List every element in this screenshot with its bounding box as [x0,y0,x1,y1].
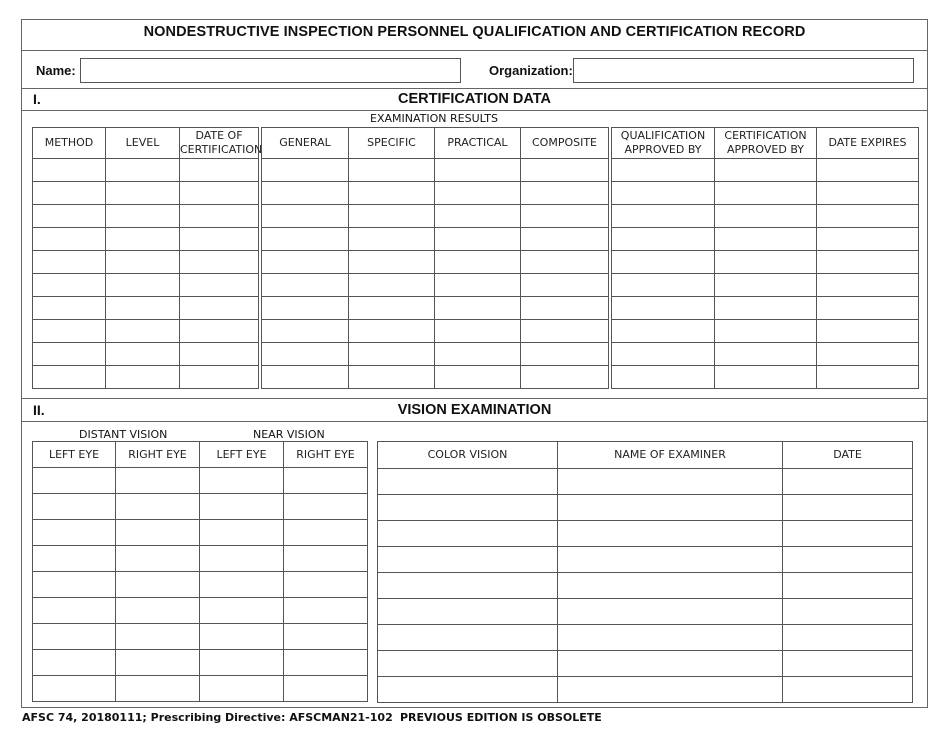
color-vision-cell[interactable] [378,651,558,677]
vision-eye-cell[interactable] [200,624,284,650]
examination-results-cell[interactable] [435,182,521,205]
vision-eye-row [33,520,368,546]
color-vision-cell[interactable] [558,651,783,677]
certification-right-cell[interactable] [715,228,817,251]
certification-left-cell[interactable] [180,228,259,251]
color-vision-cell[interactable] [558,521,783,547]
certification-right-cell[interactable] [715,251,817,274]
certification-right-cell[interactable] [715,320,817,343]
certification-right-cell[interactable] [817,343,919,366]
examination-results-cell[interactable] [435,228,521,251]
distant-vision-label: DISTANT VISION [79,428,168,441]
examination-results-row [262,274,609,297]
examination-results-cell[interactable] [262,182,349,205]
vision-eye-cell[interactable] [200,520,284,546]
header-distant-right-eye: RIGHT EYE [116,442,200,468]
certification-right-cell[interactable] [612,251,715,274]
certification-left-cell[interactable] [106,159,180,182]
certification-right-cell[interactable] [612,366,715,389]
examination-results-cell[interactable] [521,366,609,389]
color-vision-cell[interactable] [783,625,913,651]
certification-right-cell[interactable] [612,274,715,297]
section-1-title: CERTIFICATION DATA [397,91,552,107]
certification-right-row [612,228,919,251]
header-qualification-approved-by: QUALIFICATION APPROVED BY [612,128,715,159]
certification-right-cell[interactable] [715,159,817,182]
certification-right-cell[interactable] [715,343,817,366]
certification-left-row [33,297,259,320]
color-vision-cell[interactable] [783,521,913,547]
header-level: LEVEL [106,128,180,159]
examination-results-cell[interactable] [521,205,609,228]
divider [21,398,928,399]
color-vision-cell[interactable] [558,677,783,703]
certification-left-cell[interactable] [106,205,180,228]
certification-right-cell[interactable] [817,366,919,389]
certification-left-cell[interactable] [180,159,259,182]
header-specific: SPECIFIC [349,128,435,159]
vision-eye-cell[interactable] [284,676,368,702]
vision-eye-cell[interactable] [33,546,116,572]
vision-eye-cell[interactable] [284,624,368,650]
form-identifier: AFSC 74, 20180111; Prescribing Directive: AFSCMAN21-102 [22,711,393,724]
examination-results-label: EXAMINATION RESULTS [370,112,498,125]
certification-left-cell[interactable] [180,366,259,389]
examination-results-cell[interactable] [349,182,435,205]
vision-eye-cell[interactable] [33,598,116,624]
certification-right-row [612,205,919,228]
certification-right-row [612,274,919,297]
certification-left-row [33,343,259,366]
certification-left-cell[interactable] [180,297,259,320]
examination-results-cell[interactable] [349,274,435,297]
header-composite: COMPOSITE [521,128,609,159]
near-vision-label: NEAR VISION [253,428,325,441]
certification-left-cell[interactable] [180,274,259,297]
examination-results-cell[interactable] [262,320,349,343]
vision-eye-cell[interactable] [116,546,200,572]
certification-right-cell[interactable] [817,159,919,182]
name-label: Name: [36,63,76,78]
vision-eye-cell[interactable] [284,546,368,572]
vision-eye-cell[interactable] [284,598,368,624]
examination-results-row [262,343,609,366]
obsolete-notice: PREVIOUS EDITION IS OBSOLETE [400,711,602,724]
examination-results-cell[interactable] [521,274,609,297]
color-vision-row [378,651,913,677]
vision-eye-cell[interactable] [33,650,116,676]
examination-results-cell[interactable] [262,274,349,297]
certification-right-cell[interactable] [612,320,715,343]
vision-eye-row [33,624,368,650]
vision-eye-cell[interactable] [116,520,200,546]
section-1-number: I. [33,91,41,107]
color-vision-cell[interactable] [558,469,783,495]
header-general: GENERAL [262,128,349,159]
certification-right-cell[interactable] [612,205,715,228]
certification-left-cell[interactable] [33,182,106,205]
certification-left-cell[interactable] [106,366,180,389]
certification-left-cell[interactable] [33,297,106,320]
vision-eye-cell[interactable] [284,650,368,676]
header-distant-left-eye: LEFT EYE [33,442,116,468]
vision-eye-cell[interactable] [284,572,368,598]
color-vision-cell[interactable] [378,495,558,521]
header-near-left-eye: LEFT EYE [200,442,284,468]
vision-eye-cell[interactable] [33,494,116,520]
vision-eye-cell[interactable] [200,650,284,676]
examination-results-row [262,205,609,228]
certification-right-row [612,251,919,274]
color-vision-row [378,521,913,547]
certification-right-cell[interactable] [715,366,817,389]
examination-results-cell[interactable] [521,251,609,274]
examination-results-cell[interactable] [262,159,349,182]
vision-eye-row [33,650,368,676]
header-near-right-eye: RIGHT EYE [284,442,368,468]
certification-left-cell[interactable] [180,320,259,343]
color-vision-row [378,547,913,573]
vision-eye-cell[interactable] [116,468,200,494]
certification-left-cell[interactable] [106,320,180,343]
certification-right-row [612,343,919,366]
examination-results-cell[interactable] [435,297,521,320]
examination-results-cell[interactable] [349,228,435,251]
certification-left-cell[interactable] [106,343,180,366]
certification-left-cell[interactable] [106,251,180,274]
certification-left-cell[interactable] [106,297,180,320]
header-name-of-examiner: NAME OF EXAMINER [558,442,783,469]
certification-right-cell[interactable] [817,182,919,205]
certification-right-cell[interactable] [715,297,817,320]
examination-results-cell[interactable] [435,251,521,274]
vision-eye-cell[interactable] [200,468,284,494]
vision-eye-cell[interactable] [284,494,368,520]
examination-results-cell[interactable] [349,343,435,366]
header-practical: PRACTICAL [435,128,521,159]
certification-left-cell[interactable] [33,228,106,251]
certification-right-cell[interactable] [715,274,817,297]
vision-eye-cell[interactable] [116,676,200,702]
color-vision-cell[interactable] [783,495,913,521]
certification-left-row [33,366,259,389]
vision-eye-row [33,598,368,624]
divider [21,88,928,89]
vision-eye-cell[interactable] [116,572,200,598]
examination-results-cell[interactable] [262,205,349,228]
vision-eye-row [33,572,368,598]
examination-results-cell[interactable] [521,159,609,182]
vision-eye-cell[interactable] [33,572,116,598]
examination-results-cell[interactable] [262,343,349,366]
divider [21,110,928,111]
header-date: DATE [783,442,913,469]
certification-left-row [33,205,259,228]
certification-right-cell[interactable] [612,343,715,366]
examination-results-table [261,127,609,389]
certification-left-cell[interactable] [33,159,106,182]
certification-left-cell[interactable] [33,274,106,297]
header-date-of-certification: DATE OF CERTIFICATION [180,128,259,159]
certification-right-cell[interactable] [612,297,715,320]
vision-eye-cell[interactable] [116,598,200,624]
certification-right-cell[interactable] [612,182,715,205]
certification-left-row [33,320,259,343]
certification-left-row [33,182,259,205]
certification-left-cell[interactable] [33,205,106,228]
vision-eye-cell[interactable] [116,650,200,676]
examination-results-row [262,182,609,205]
examination-results-cell[interactable] [349,205,435,228]
divider [21,421,928,422]
certification-left-cell[interactable] [180,343,259,366]
examination-results-cell[interactable] [521,228,609,251]
color-vision-cell[interactable] [783,599,913,625]
form-title: NONDESTRUCTIVE INSPECTION PERSONNEL QUALIFICATION AND CERTIFICATION RECORD [143,24,806,40]
certification-left-cell[interactable] [106,274,180,297]
examination-results-row [262,159,609,182]
color-vision-cell[interactable] [558,599,783,625]
examination-results-cell[interactable] [435,343,521,366]
vision-eye-cell[interactable] [200,546,284,572]
certification-table-right [611,127,919,389]
certification-left-cell[interactable] [180,205,259,228]
examination-results-cell[interactable] [435,366,521,389]
examination-results-cell[interactable] [521,297,609,320]
examination-results-row [262,320,609,343]
certification-left-cell[interactable] [33,320,106,343]
examination-results-row [262,228,609,251]
color-vision-cell[interactable] [783,573,913,599]
header-method: METHOD [33,128,106,159]
examination-results-cell[interactable] [521,320,609,343]
examination-results-cell[interactable] [349,320,435,343]
examination-results-cell[interactable] [349,159,435,182]
examination-results-cell[interactable] [435,159,521,182]
certification-right-cell[interactable] [612,159,715,182]
examination-results-row [262,251,609,274]
vision-eye-row [33,494,368,520]
examination-results-cell[interactable] [349,366,435,389]
color-vision-cell[interactable] [783,651,913,677]
certification-right-row [612,366,919,389]
header-date-expires: DATE EXPIRES [817,128,919,159]
examination-results-row [262,297,609,320]
vision-eye-table [32,441,368,702]
vision-eye-cell[interactable] [200,598,284,624]
section-2-title: VISION EXAMINATION [397,402,552,418]
certification-left-row [33,251,259,274]
color-vision-cell[interactable] [378,599,558,625]
color-vision-table [377,441,913,703]
color-vision-row [378,573,913,599]
vision-eye-cell[interactable] [284,468,368,494]
divider [21,50,928,51]
color-vision-row [378,677,913,703]
organization-field[interactable] [573,58,914,83]
color-vision-cell[interactable] [783,547,913,573]
certification-left-row [33,274,259,297]
color-vision-cell[interactable] [378,521,558,547]
vision-eye-cell[interactable] [33,468,116,494]
certification-table-left [32,127,263,389]
certification-right-cell[interactable] [715,182,817,205]
header-certification-approved-by: CERTIFICATION APPROVED BY [715,128,817,159]
vision-eye-cell[interactable] [116,494,200,520]
certification-left-row [33,159,259,182]
color-vision-cell[interactable] [378,625,558,651]
examination-results-cell[interactable] [521,182,609,205]
vision-eye-row [33,546,368,572]
color-vision-row [378,625,913,651]
name-field[interactable] [80,58,461,83]
color-vision-cell[interactable] [558,573,783,599]
certification-right-row [612,320,919,343]
vision-eye-cell[interactable] [33,624,116,650]
color-vision-cell[interactable] [378,547,558,573]
color-vision-cell[interactable] [558,625,783,651]
color-vision-cell[interactable] [783,677,913,703]
examination-results-cell[interactable] [262,297,349,320]
certification-left-cell[interactable] [180,251,259,274]
examination-results-row [262,366,609,389]
organization-label: Organization: [489,63,573,78]
certification-right-cell[interactable] [612,228,715,251]
color-vision-cell[interactable] [378,573,558,599]
color-vision-row [378,599,913,625]
vision-eye-cell[interactable] [284,520,368,546]
certification-left-row [33,228,259,251]
examination-results-cell[interactable] [435,320,521,343]
certification-left-cell[interactable] [33,343,106,366]
examination-results-cell[interactable] [262,251,349,274]
certification-right-cell[interactable] [817,205,919,228]
vision-eye-cell[interactable] [200,572,284,598]
vision-eye-cell[interactable] [200,494,284,520]
header-color-vision: COLOR VISION [378,442,558,469]
color-vision-cell[interactable] [558,547,783,573]
certification-right-row [612,182,919,205]
certification-right-cell[interactable] [715,205,817,228]
certification-left-cell[interactable] [180,182,259,205]
certification-left-cell[interactable] [106,228,180,251]
vision-eye-row [33,468,368,494]
section-2-number: II. [33,402,45,418]
vision-eye-cell[interactable] [116,624,200,650]
examination-results-cell[interactable] [435,274,521,297]
examination-results-cell[interactable] [262,366,349,389]
certification-right-cell[interactable] [817,274,919,297]
certification-left-cell[interactable] [33,251,106,274]
certification-right-row [612,159,919,182]
color-vision-row [378,495,913,521]
vision-eye-cell[interactable] [33,676,116,702]
examination-results-cell[interactable] [262,228,349,251]
certification-right-row [612,297,919,320]
examination-results-cell[interactable] [349,297,435,320]
certification-right-cell[interactable] [817,251,919,274]
color-vision-cell[interactable] [378,677,558,703]
examination-results-cell[interactable] [521,343,609,366]
vision-eye-row [33,676,368,702]
certification-right-cell[interactable] [817,297,919,320]
certification-left-cell[interactable] [106,182,180,205]
examination-results-cell[interactable] [349,251,435,274]
color-vision-row [378,469,913,495]
certification-left-cell[interactable] [33,366,106,389]
certification-right-cell[interactable] [817,228,919,251]
color-vision-cell[interactable] [783,469,913,495]
examination-results-cell[interactable] [435,205,521,228]
vision-eye-cell[interactable] [33,520,116,546]
vision-eye-cell[interactable] [200,676,284,702]
certification-right-cell[interactable] [817,320,919,343]
color-vision-cell[interactable] [558,495,783,521]
color-vision-cell[interactable] [378,469,558,495]
